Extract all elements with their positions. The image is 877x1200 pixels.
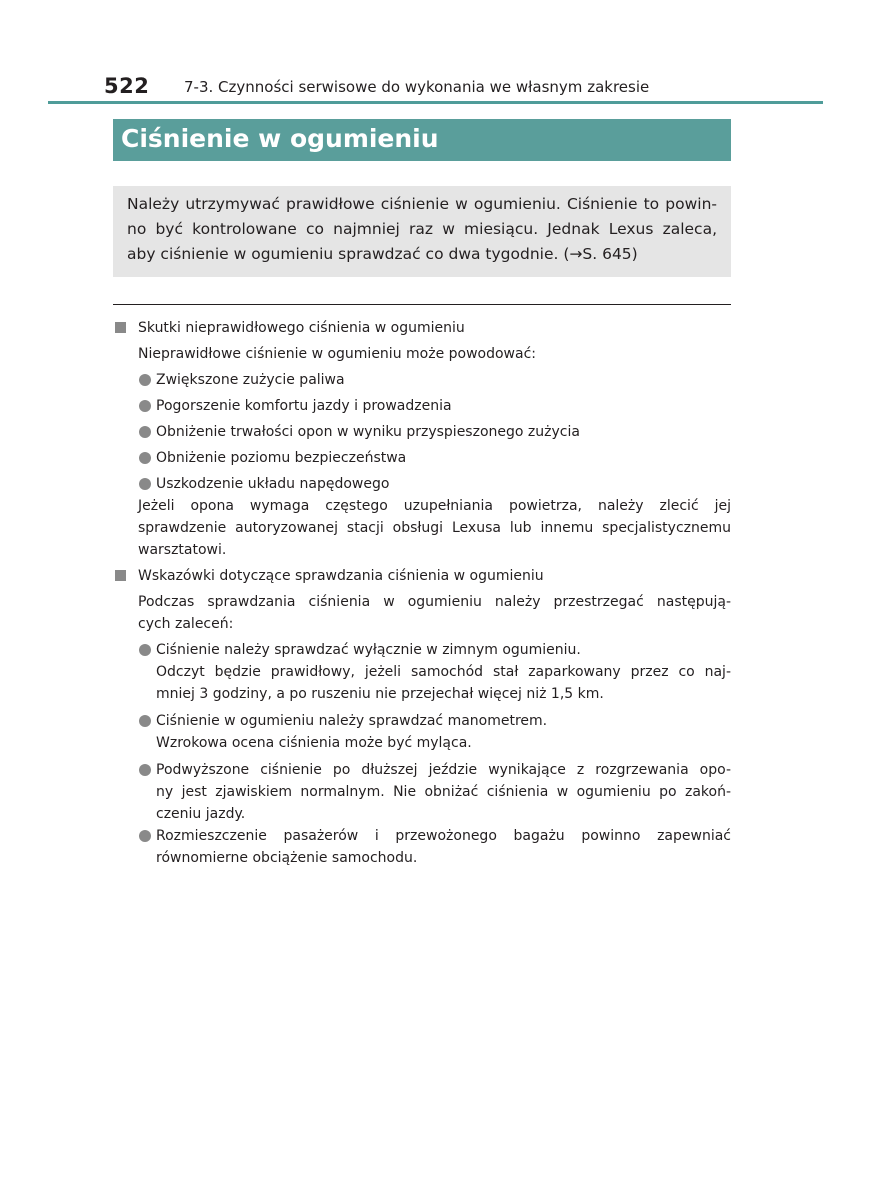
list-item	[138, 473, 731, 495]
list-item-text: Obniżenie poziomu bezpieczeństwa	[156, 450, 407, 466]
list-item	[138, 710, 731, 754]
intro-line: no być kontrolowane co najmniej raz w miesiącu. Jednak Lexus zaleca,	[127, 220, 717, 238]
section-heading-text: Skutki nieprawidłowego ciśnienia w ogumieniu	[138, 320, 465, 336]
square-bullet-icon	[115, 570, 126, 581]
list-item-text: Odczyt będzie prawidłowy, jeżeli samochód stał zaparkowany przez co naj-	[156, 664, 731, 680]
list-item-text: Uszkodzenie układu napędowego	[156, 476, 390, 492]
page-header	[104, 74, 824, 102]
header-rule	[48, 101, 823, 104]
paragraph-line: sprawdzenie autoryzowanej stacji obsługi Lexusa lub innemu specjalistycznemu	[138, 520, 731, 536]
list-item	[138, 639, 731, 705]
paragraph-line: Jeżeli opona wymaga częstego uzupełniania powietrza, należy zlecić jej	[138, 498, 731, 514]
section-heading-text: Wskazówki dotyczące sprawdzania ciśnienia w ogumieniu	[138, 568, 544, 584]
list-item-text: równomierne obciążenie samochodu.	[156, 850, 418, 866]
round-bullet-icon	[139, 764, 151, 776]
title-bar	[113, 119, 731, 161]
list-item	[138, 447, 731, 469]
section-divider	[113, 304, 731, 305]
list-item-text: czeniu jazdy.	[156, 806, 246, 822]
round-bullet-icon	[139, 478, 151, 490]
list-item	[138, 421, 731, 443]
round-bullet-icon	[139, 644, 151, 656]
list-item-text: Rozmieszczenie pasażerów i przewożonego bagażu powinno zapewniać	[156, 828, 731, 844]
page-number: 522	[104, 74, 150, 98]
section-heading	[113, 317, 731, 339]
list-item-text: Wzrokowa ocena ciśnienia może być myląca.	[156, 735, 472, 751]
square-bullet-icon	[115, 322, 126, 333]
round-bullet-icon	[139, 374, 151, 386]
round-bullet-icon	[139, 400, 151, 412]
list-item	[138, 759, 731, 825]
round-bullet-icon	[139, 715, 151, 727]
list-item	[138, 825, 731, 869]
intro-line: Należy utrzymywać prawidłowe ciśnienie w ogumieniu. Ciśnienie to powin-	[127, 195, 717, 213]
list-item-text: Ciśnienie w ogumieniu należy sprawdzać manometrem.	[156, 713, 548, 729]
section-heading	[113, 565, 731, 587]
round-bullet-icon	[139, 452, 151, 464]
round-bullet-icon	[139, 830, 151, 842]
list-item-text: Zwiększone zużycie paliwa	[156, 372, 345, 388]
list-item-text: Obniżenie trwałości opon w wyniku przyspieszonego zużycia	[156, 424, 580, 440]
list-item-text: Podwyższone ciśnienie po dłuższej jeździe wynikające z rozgrzewania opo-	[156, 762, 731, 778]
paragraph	[138, 591, 731, 635]
intro-text	[127, 192, 717, 267]
list-item	[138, 395, 731, 417]
paragraph	[138, 343, 731, 365]
intro-box	[113, 186, 731, 277]
list-item-text: Pogorszenie komfortu jazdy i prowadzenia	[156, 398, 452, 414]
intro-line: aby ciśnienie w ogumieniu sprawdzać co dwa tygodnie. (→S. 645)	[127, 245, 638, 263]
round-bullet-icon	[139, 426, 151, 438]
list-item	[138, 369, 731, 391]
paragraph-line: Podczas sprawdzania ciśnienia w ogumieniu należy przestrzegać następują-	[138, 594, 731, 610]
list-item-text: mniej 3 godziny, a po ruszeniu nie przejechał więcej niż 1,5 km.	[156, 686, 604, 702]
list-item-text: ny jest zjawiskiem normalnym. Nie obniżać ciśnienia w ogumieniu po zakoń-	[156, 784, 731, 800]
main-content	[113, 317, 731, 869]
list-item-text: Ciśnienie należy sprawdzać wyłącznie w zimnym ogumieniu.	[156, 642, 581, 658]
paragraph-line: cych zaleceń:	[138, 616, 234, 632]
page-title: Ciśnienie w ogumieniu	[121, 124, 439, 153]
paragraph	[138, 495, 731, 561]
paragraph-line: Nieprawidłowe ciśnienie w ogumieniu może powodować:	[138, 346, 536, 362]
paragraph-line: warsztatowi.	[138, 542, 227, 558]
section-reference: 7-3. Czynności serwisowe do wykonania we własnym zakresie	[184, 78, 650, 96]
